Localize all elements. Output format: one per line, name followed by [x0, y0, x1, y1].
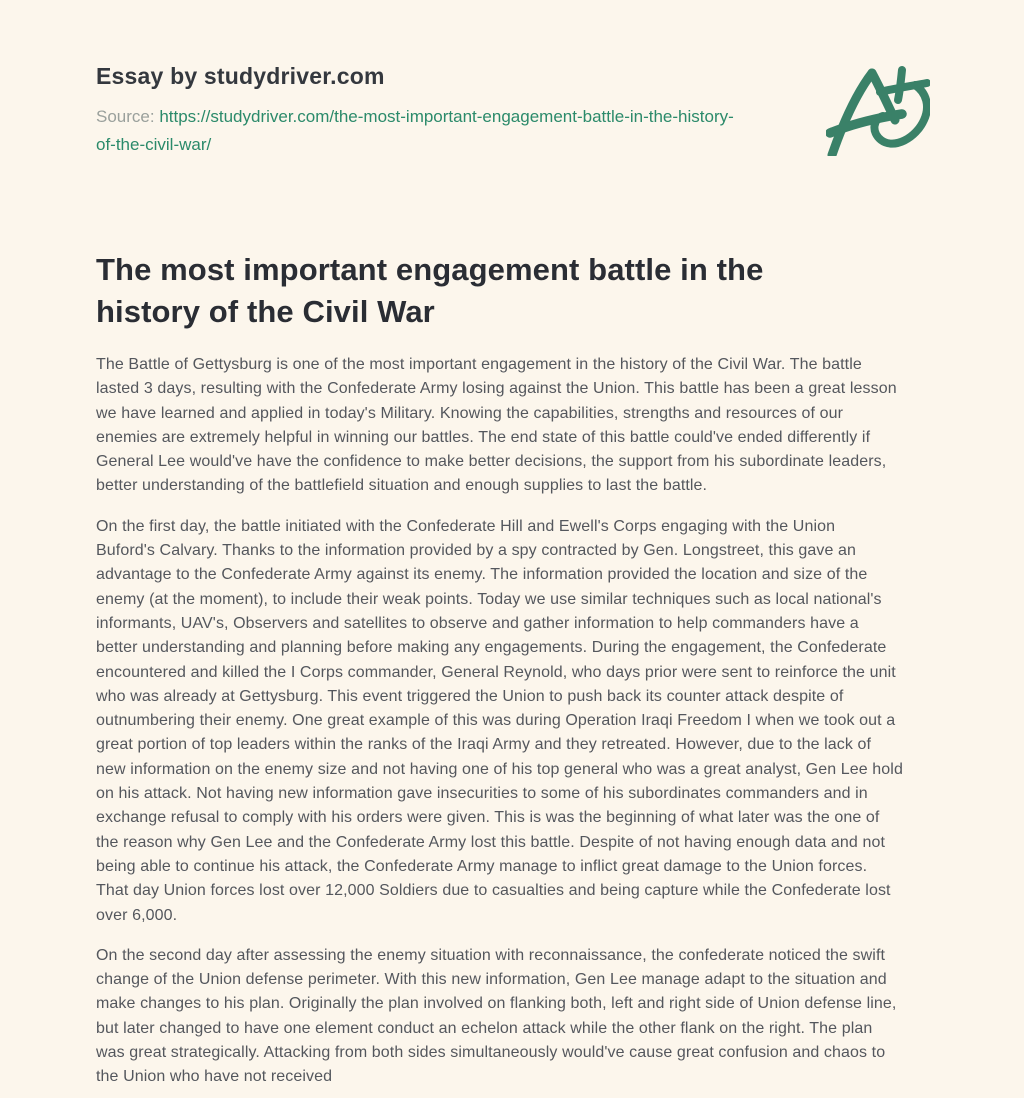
- essay-paragraph-3: On the second day after assessing the enemy situation with reconnaissance, the confederate noticed the swift change of the Union defense perimeter. With this new information, Gen Lee manage adapt to the situation and make changes to his plan. Originally the plan involved on flanking both, left and right side of Union defense line, but later changed to have one element conduct an echelon attack while the other flank on the right. The plan was great strategically. Attacking from both sides simultaneously would've cause great confusion and chaos to the Union who have not received: [96, 946, 897, 1086]
- a-plus-logo: [826, 60, 930, 156]
- essay-paragraph-2: On the first day, the battle initiated with the Confederate Hill and Ewell's Corps engaging with the Union Buford's Calvary. Thanks to the information provided by a spy contracted by Gen. Longstreet, this gave an advantage to the Confederate Army against its enemy. The information provided the location and size of the enemy (at the moment), to include their weak points. Today we use similar techniques such as local national's informants, UAV's, Observers and satellites to observe and gather information to help commanders have a better understanding and planning before making any engagements. During the engagement, the Confederate encountered and killed the I Corps commander, General Reynold, who days prior were sent to reinforce the unit who was already at Gettysburg. This event triggered the Union to push back its counter attack despite of outnumbering their enemy. One great example of this was during Operation Iraqi Freedom I when we took out a great portion of top leaders within the ranks of the Iraqi Army and they retreated. However, due to the lack of new information on the enemy size and not having one of his top general who was a great analyst, Gen Lee hold on his attack. Not having new information gave insecurities to some of his subordinates commanders and in exchange refusal to comply with his orders were given. This is was the beginning of what later was the one of the reason why Gen Lee and the Confederate Army lost this battle. Despite of not having enough data and not being able to continue his attack, the Confederate Army manage to inflict great damage to the Union forces. That day Union forces lost over 12,000 Soldiers due to casualties and being capture while the Confederate lost over 6,000.: [96, 517, 903, 924]
- essay-body: [96, 353, 1006, 1098]
- source-label: Source:: [96, 107, 155, 126]
- essay-paragraph-1: The Battle of Gettysburg is one of the most important engagement in the history of the Civil War. The battle lasted 3 days, resulting with the Confederate Army losing against the Union. This battle has been a great lesson we have learned and applied in today's Military. Knowing the capabilities, strengths and resources of our enemies are extremely helpful in winning our battles. The end state of this battle could've ended differently if General Lee would've have the confidence to make better decisions, the support from his subordinate leaders, better understanding of the battlefield situation and enough supplies to last the battle.: [96, 356, 897, 495]
- essay-title: The most important engagement battle in the history of the Civil War: [96, 252, 764, 329]
- essay-byline: Essay by studydriver.com: [96, 63, 385, 89]
- source-link[interactable]: https://studydriver.com/the-most-important-engagement-battle-in-the-history-of-the-civil-war/: [96, 107, 734, 154]
- source-line: [96, 103, 746, 159]
